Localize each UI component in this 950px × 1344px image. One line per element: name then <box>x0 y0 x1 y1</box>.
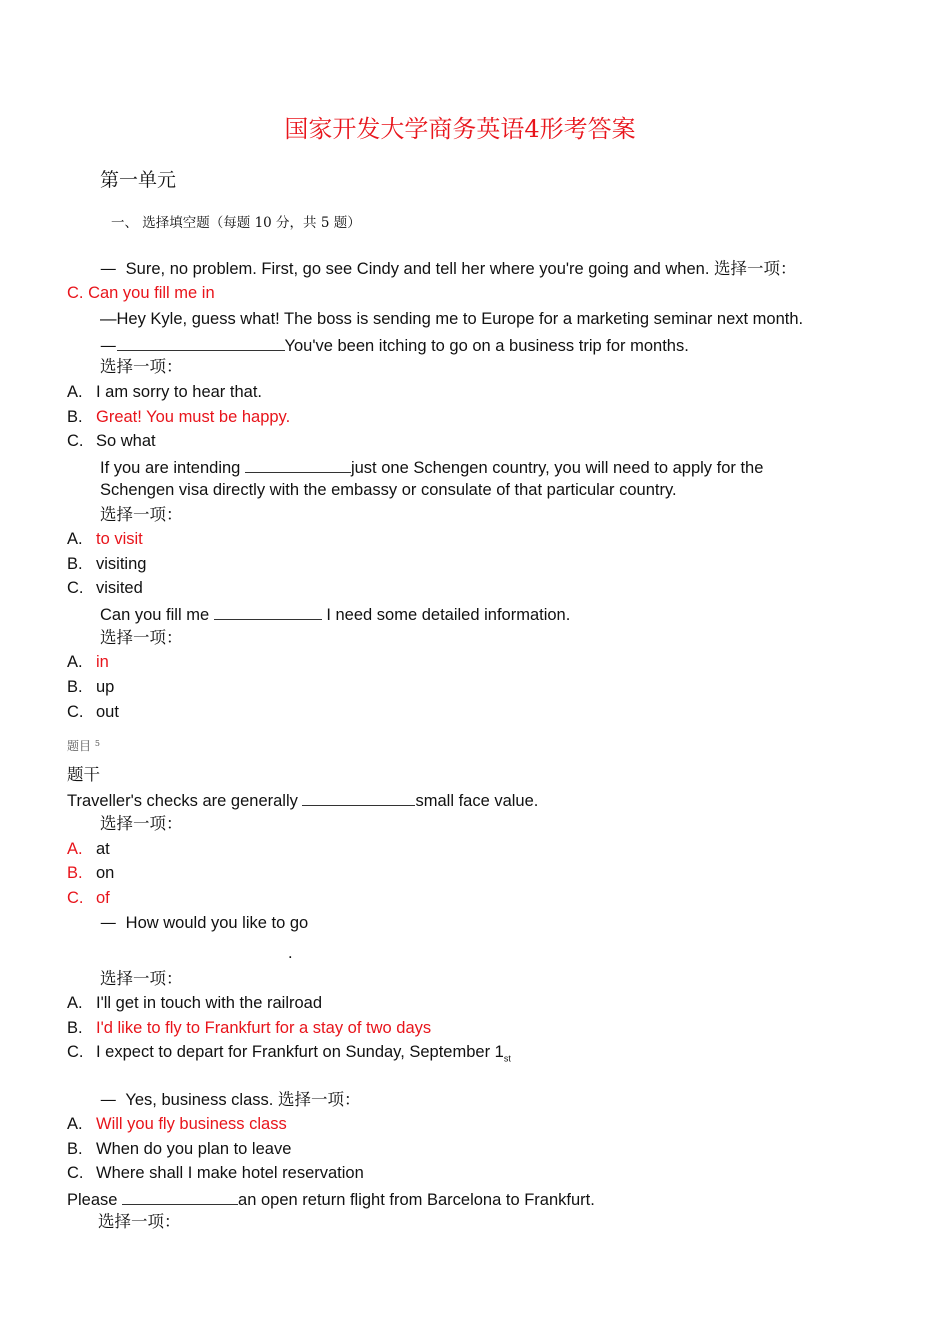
q2-option-c[interactable] <box>67 433 156 450</box>
q6-option-b[interactable] <box>67 1020 431 1037</box>
q8-line <box>67 1190 595 1209</box>
q5-line-a: Traveller's checks are generally <box>67 792 298 810</box>
section-heading: 一、 选择填空题（每题 10 分，共 5 题） <box>111 215 361 231</box>
q2-option-a[interactable] <box>67 384 262 401</box>
q5-blank <box>302 791 415 806</box>
q3-line1 <box>100 458 763 477</box>
option-letter: A. <box>67 840 83 858</box>
option-text: in <box>96 653 109 671</box>
q6-option-a[interactable] <box>67 995 322 1012</box>
option-text: on <box>96 864 115 882</box>
q3-line1-b: just one Schengen country, you will need to apply for the <box>350 459 764 477</box>
q1-prompt: Sure, no problem. First, go see Cindy and tell her where you're going and when. <box>125 260 710 278</box>
q7-option-b[interactable] <box>67 1141 291 1158</box>
option-text: I am sorry to hear that. <box>96 383 262 401</box>
option-text: visiting <box>96 555 147 573</box>
q8-line-b: an open return flight from Barcelona to Frankfurt. <box>238 1191 595 1209</box>
q7-option-c[interactable] <box>67 1165 364 1182</box>
q1-prompt-line <box>100 261 797 278</box>
q2-line2 <box>100 336 689 355</box>
option-text: visited <box>96 579 143 597</box>
q1-answer: C. Can you fill me in <box>67 284 215 302</box>
q4-line <box>100 605 570 624</box>
option-letter: C. <box>67 1164 84 1182</box>
option-letter: B. <box>67 1019 83 1037</box>
q3-line2: Schengen visa directly with the embassy or consulate of that particular country. <box>100 481 677 499</box>
q2-blank <box>117 336 285 351</box>
q6-dot: . <box>288 944 293 962</box>
q2-option-b[interactable] <box>67 409 290 426</box>
q5-option-b[interactable] <box>67 865 114 882</box>
q5-label-num: 5 <box>94 739 100 748</box>
q5-label <box>67 740 100 752</box>
option-letter: C. <box>67 579 84 597</box>
q3-blank <box>245 458 351 473</box>
q4-line-a: Can you fill me <box>100 606 210 624</box>
option-letter: B. <box>67 864 83 882</box>
q6-prompt: How would you like to go <box>125 914 309 932</box>
q6-option-c[interactable] <box>67 1044 511 1063</box>
document-title: 国家开发大学商务英语4形考答案 <box>284 115 636 143</box>
q5-stem-label: 题干 <box>67 765 100 784</box>
option-letter: C. <box>67 432 84 450</box>
option-text: out <box>96 703 119 721</box>
q4-blank <box>214 605 322 620</box>
q2-line2-text: You've been itching to go on a business trip for months. <box>284 337 689 355</box>
option-text: I'll get in touch with the railroad <box>96 994 323 1012</box>
q4-line-b: I need some detailed information. <box>326 606 571 624</box>
q8-line-a: Please <box>67 1191 118 1209</box>
q6-dash: — <box>100 913 117 932</box>
option-letter: B. <box>67 555 83 573</box>
option-letter: B. <box>67 1140 83 1158</box>
option-letter: A. <box>67 383 83 401</box>
q8-choose-label: 选择一项： <box>98 1212 181 1231</box>
ordinal-suffix: st <box>503 1053 511 1064</box>
q7-choose-label: 选择一项： <box>277 1090 361 1109</box>
q1-choose-label: 选择一项： <box>714 259 797 278</box>
q3-option-b[interactable] <box>67 556 146 573</box>
q6-prompt-line <box>100 915 308 932</box>
q7-prompt: Yes, business class. <box>125 1091 274 1109</box>
q4-choose-label: 选择一项： <box>100 628 183 647</box>
option-letter: C. <box>67 1043 84 1061</box>
q5-line <box>67 791 538 810</box>
q4-option-a[interactable] <box>67 654 109 671</box>
q5-label-text: 题目 <box>67 739 92 753</box>
q3-choose-label: 选择一项： <box>100 505 183 524</box>
q3-option-c[interactable] <box>67 580 143 597</box>
q3-line1-a: If you are intending <box>100 459 241 477</box>
option-text: Will you fly business class <box>96 1115 287 1133</box>
option-text: of <box>96 889 110 907</box>
q4-option-c[interactable] <box>67 704 119 721</box>
option-text: to visit <box>96 530 143 548</box>
q2-choose-label: 选择一项： <box>100 357 183 376</box>
option-letter: C. <box>67 889 84 907</box>
option-letter: C. <box>67 703 84 721</box>
q3-option-a[interactable] <box>67 531 143 548</box>
unit-heading: 第一单元 <box>100 169 177 191</box>
q7-prompt-line <box>100 1092 360 1109</box>
q2-line1: —Hey Kyle, guess what! The boss is sending me to Europe for a marketing seminar next month. <box>100 310 804 328</box>
q5-choose-label: 选择一项： <box>100 814 183 833</box>
q7-dash: — <box>100 1090 117 1109</box>
option-text: I'd like to fly to Frankfurt for a stay of two days <box>96 1019 432 1037</box>
q5-option-c[interactable] <box>67 890 110 907</box>
q1-dash: — <box>100 259 117 278</box>
option-text: So what <box>96 432 156 450</box>
q5-option-a[interactable] <box>67 841 110 858</box>
option-text: Great! You must be happy. <box>96 408 291 426</box>
option-letter: A. <box>67 994 83 1012</box>
q6-choose-label: 选择一项： <box>100 969 183 988</box>
option-text: I expect to depart for Frankfurt on Sunday, September 1 <box>96 1043 504 1061</box>
option-text: Where shall I make hotel reservation <box>96 1164 364 1182</box>
option-letter: B. <box>67 678 83 696</box>
option-text: up <box>96 678 115 696</box>
option-text: When do you plan to leave <box>96 1140 292 1158</box>
q2-line2-dash: — <box>100 336 117 355</box>
option-letter: A. <box>67 530 83 548</box>
q4-option-b[interactable] <box>67 679 114 696</box>
option-letter: A. <box>67 1115 83 1133</box>
q7-option-a[interactable] <box>67 1116 287 1133</box>
q5-line-b: small face value. <box>415 792 539 810</box>
option-letter: B. <box>67 408 83 426</box>
option-letter: A. <box>67 653 83 671</box>
option-text: at <box>96 840 110 858</box>
q8-blank <box>122 1190 238 1205</box>
